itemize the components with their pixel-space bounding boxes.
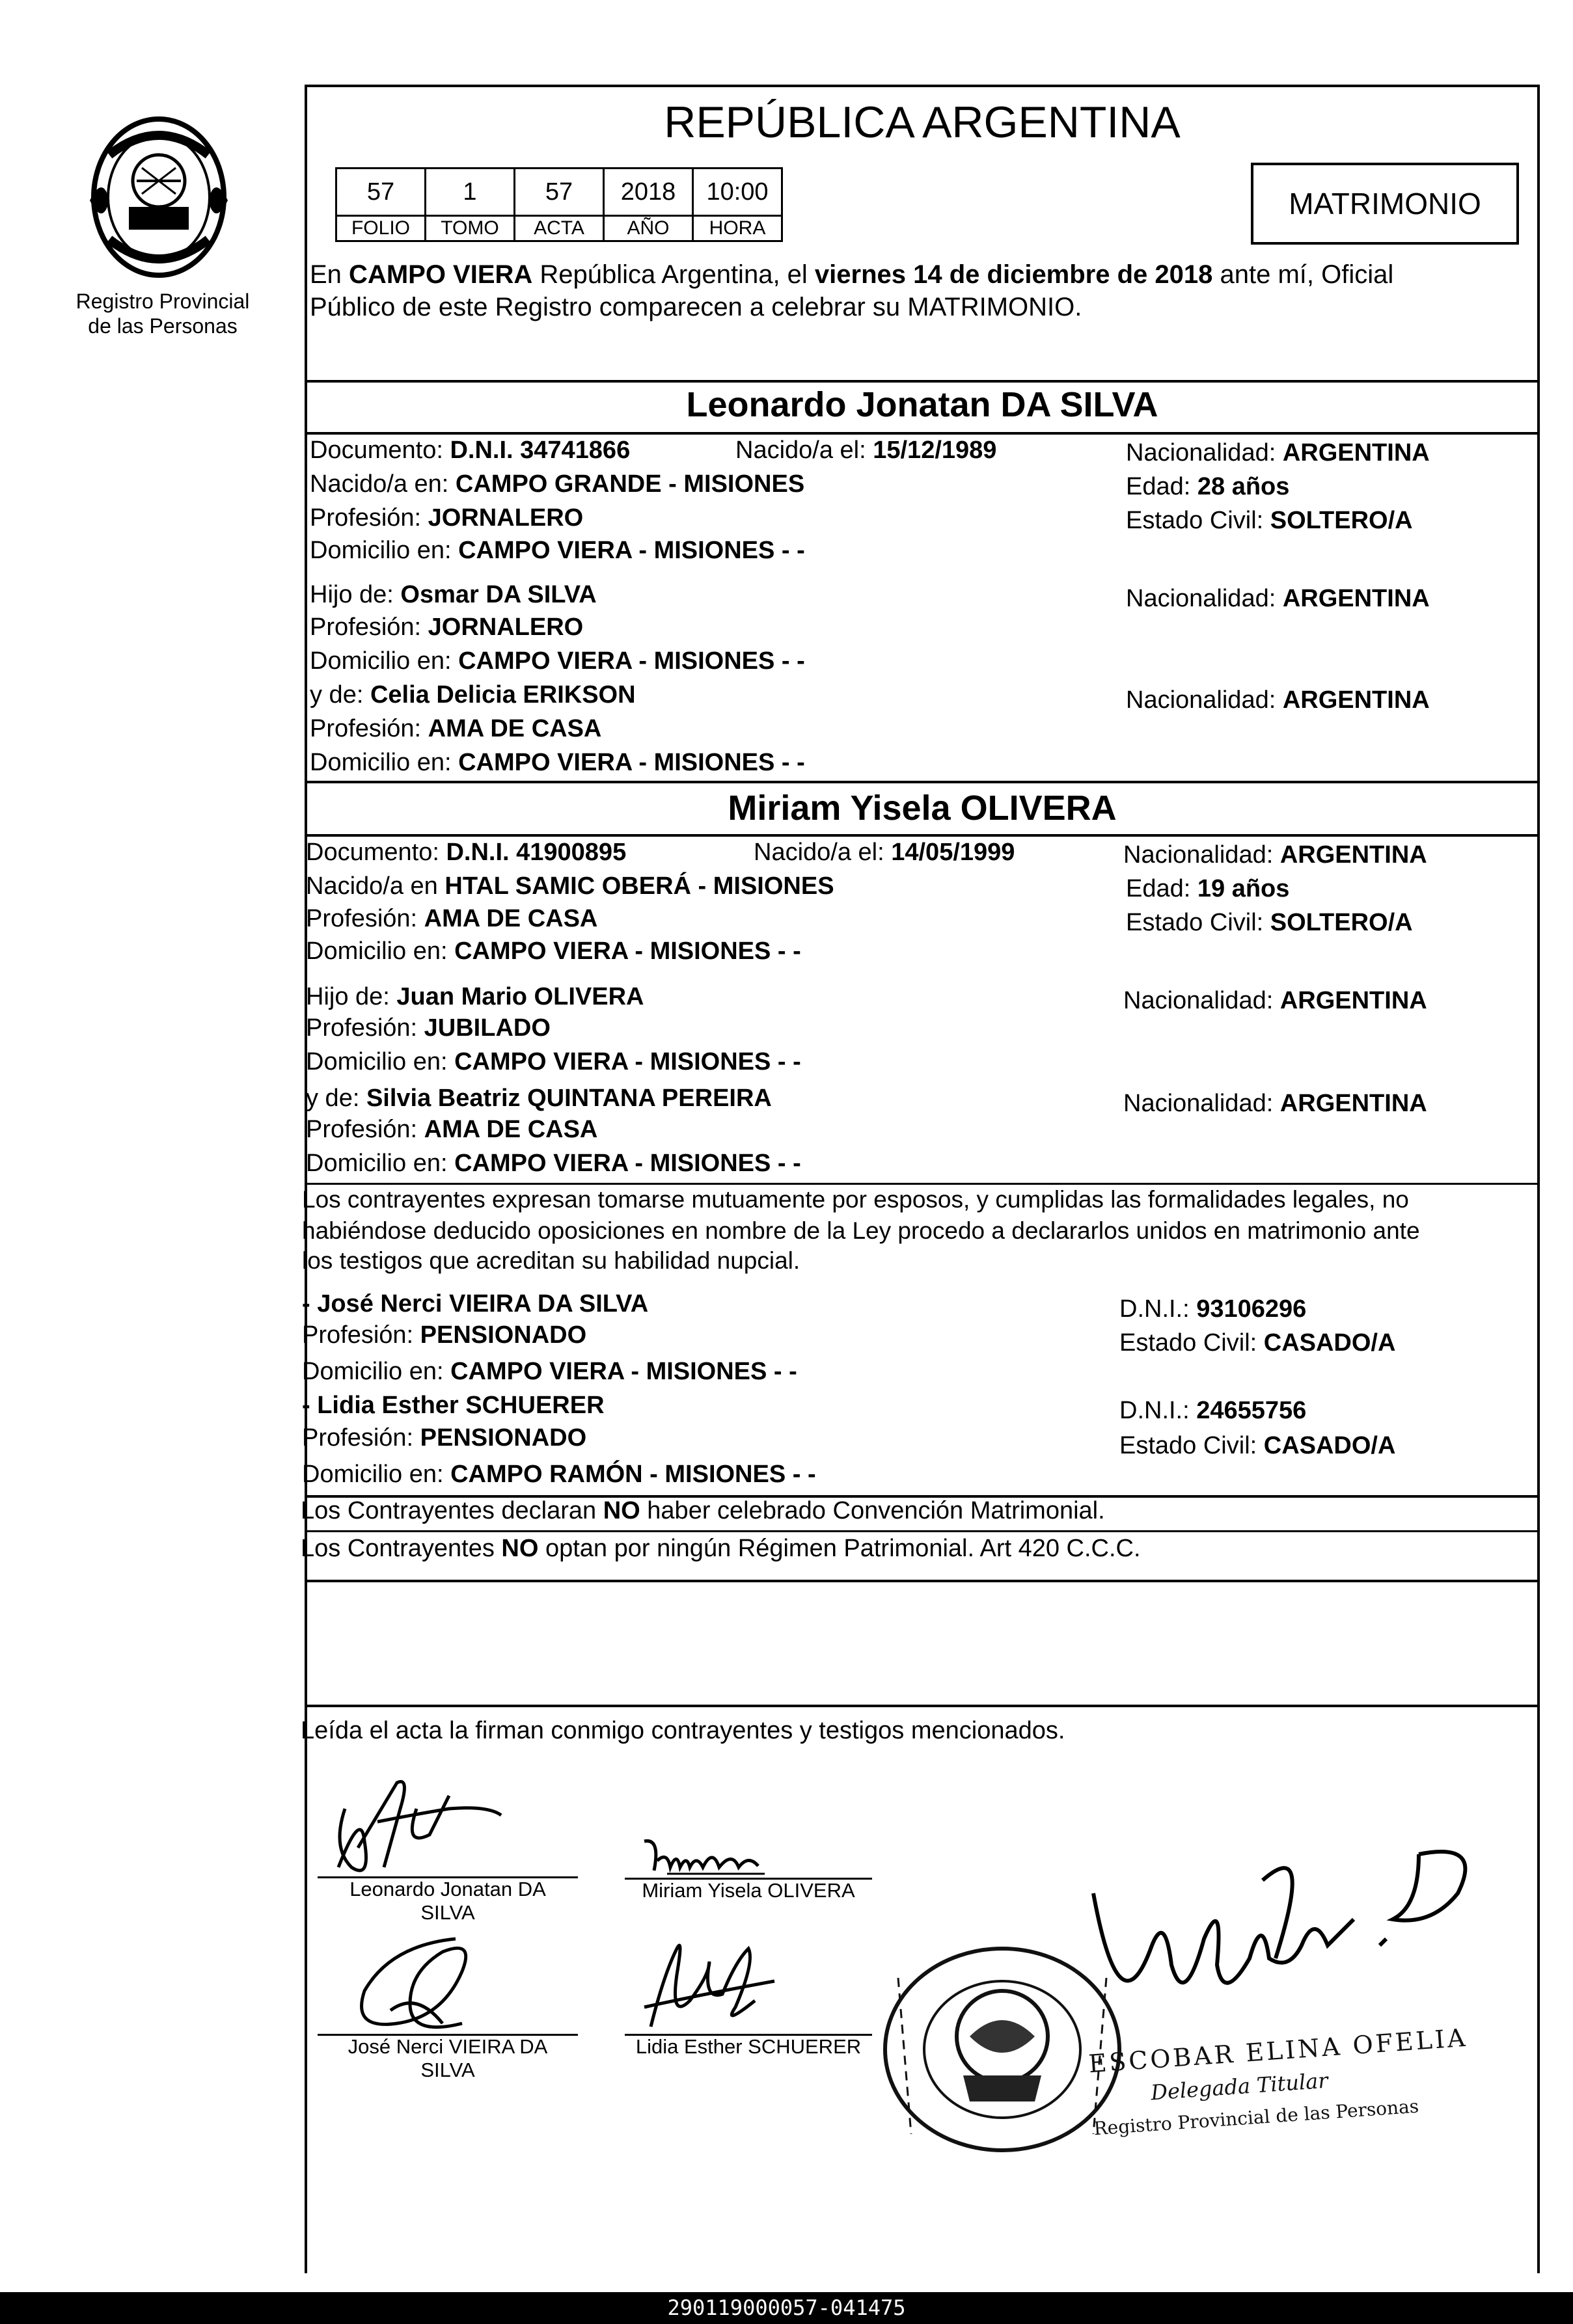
bride-mother-profession: Profesión: AMA DE CASA bbox=[306, 1116, 598, 1143]
folio-label: FOLIO bbox=[336, 216, 426, 241]
tomo-label: TOMO bbox=[426, 216, 515, 241]
bride-father: Hijo de: Juan Mario OLIVERA bbox=[306, 983, 644, 1010]
witness-1-profession: Profesión: PENSIONADO bbox=[302, 1321, 587, 1349]
official-role: Delegada Titular bbox=[1150, 2068, 1329, 2105]
hora-label: HORA bbox=[693, 216, 782, 241]
hora-value: 10:00 bbox=[693, 169, 782, 216]
bride-mother: y de: Silvia Beatriz QUINTANA PEREIRA bbox=[306, 1085, 772, 1112]
closing-text: Leída el acta la firman conmigo contrayentes y testigos mencionados. bbox=[301, 1717, 1065, 1744]
bride-father-nationality: Nacionalidad: ARGENTINA bbox=[1123, 987, 1427, 1014]
witness-2-civil-status: Estado Civil: CASADO/A bbox=[1119, 1432, 1396, 1459]
act-reference-table bbox=[335, 167, 783, 242]
witness-2-signature bbox=[625, 1923, 794, 2040]
groom-mother-profession: Profesión: AMA DE CASA bbox=[310, 715, 602, 742]
witness-1-name: - José Nerci VIEIRA DA SILVA bbox=[302, 1290, 649, 1317]
groom-mother-domicile: Domicilio en: CAMPO VIERA - MISIONES - - bbox=[310, 749, 805, 776]
anio-value: 2018 bbox=[604, 169, 693, 216]
acta-value: 57 bbox=[515, 169, 604, 216]
witness-2-dni: D.N.I.: 24655756 bbox=[1119, 1397, 1307, 1424]
bride-name: Miriam Yisela OLIVERA bbox=[728, 789, 1117, 828]
groom-domicile: Domicilio en: CAMPO VIERA - MISIONES - - bbox=[310, 537, 805, 564]
bride-civil-status: Estado Civil: SOLTERO/A bbox=[1126, 909, 1413, 936]
groom-name: Leonardo Jonatan DA SILVA bbox=[686, 385, 1158, 424]
bride-domicile: Domicilio en: CAMPO VIERA - MISIONES - - bbox=[306, 938, 801, 965]
declaration-line-2: habiéndose deducido oposiciones en nombre de la Ley procedo a declararlos unidos en matrimonio ante bbox=[302, 1217, 1420, 1244]
groom-civil-status: Estado Civil: SOLTERO/A bbox=[1126, 507, 1413, 534]
witness-2-domicile: Domicilio en: CAMPO RAMÓN - MISIONES - - bbox=[302, 1461, 816, 1488]
bride-signature bbox=[641, 1835, 771, 1880]
witness-1-signature-caption: José Nerci VIEIRA DA SILVA bbox=[348, 2035, 548, 2081]
bride-father-profession: Profesión: JUBILADO bbox=[306, 1014, 551, 1042]
bride-nationality: Nacionalidad: ARGENTINA bbox=[1123, 841, 1427, 869]
bride-age: Edad: 19 años bbox=[1126, 875, 1290, 902]
groom-father-profession: Profesión: JORNALERO bbox=[310, 614, 584, 641]
groom-mother: y de: Celia Delicia ERIKSON bbox=[310, 681, 636, 709]
groom-nationality: Nacionalidad: ARGENTINA bbox=[1126, 439, 1430, 466]
groom-birthdate: Nacido/a el: 15/12/1989 bbox=[735, 437, 997, 464]
tomo-value: 1 bbox=[426, 169, 515, 216]
groom-mother-nationality: Nacionalidad: ARGENTINA bbox=[1126, 686, 1430, 714]
bride-mother-domicile: Domicilio en: CAMPO VIERA - MISIONES - - bbox=[306, 1150, 801, 1177]
bride-profession: Profesión: AMA DE CASA bbox=[306, 905, 598, 932]
groom-birthplace: Nacido/a en: CAMPO GRANDE - MISIONES bbox=[310, 470, 805, 498]
folio-value: 57 bbox=[336, 169, 426, 216]
acta-label: ACTA bbox=[515, 216, 604, 241]
bride-birthplace: Nacido/a en HTAL SAMIC OBERÁ - MISIONES bbox=[306, 872, 834, 900]
provincia-misiones-seal-icon bbox=[83, 109, 234, 285]
groom-father-domicile: Domicilio en: CAMPO VIERA - MISIONES - - bbox=[310, 647, 805, 675]
groom-profession: Profesión: JORNALERO bbox=[310, 504, 584, 532]
bride-document: Documento: D.N.I. 41900895 bbox=[306, 839, 627, 866]
document-title: REPÚBLICA ARGENTINA bbox=[664, 98, 1181, 147]
groom-signature-caption: Leonardo Jonatan DA SILVA bbox=[349, 1878, 546, 1924]
witness-2-profession: Profesión: PENSIONADO bbox=[302, 1424, 587, 1452]
bride-birthdate: Nacido/a el: 14/05/1999 bbox=[754, 839, 1015, 866]
official-name: ESCOBAR ELINA OFELIA bbox=[1087, 2023, 1469, 2079]
declaration-line-1: Los contrayentes expresan tomarse mutuamente por esposos, y cumplidas las formalidades legales, no bbox=[302, 1186, 1409, 1213]
bride-mother-nationality: Nacionalidad: ARGENTINA bbox=[1123, 1090, 1427, 1117]
registry-label: Registro Provincial de las Personas bbox=[75, 290, 250, 338]
witness-2-name: - Lidia Esther SCHUERER bbox=[302, 1392, 605, 1419]
anio-label: AÑO bbox=[604, 216, 693, 241]
groom-document: Documento: D.N.I. 34741866 bbox=[310, 437, 631, 464]
convention-line-2: Los Contrayentes NO optan por ningún Régimen Patrimonial. Art 420 C.C.C. bbox=[301, 1535, 1141, 1562]
convention-line-1: Los Contrayentes declaran NO haber celebrado Convención Matrimonial. bbox=[301, 1497, 1105, 1524]
intro-line-1: En CAMPO VIERA República Argentina, el viernes 14 de diciembre de 2018 ante mí, Oficial bbox=[310, 260, 1394, 289]
official-office: Registro Provincial de las Personas bbox=[1093, 2095, 1420, 2140]
document-code: 290119000057-041475 bbox=[0, 2292, 1573, 2324]
groom-age: Edad: 28 años bbox=[1126, 473, 1290, 500]
witness-1-civil-status: Estado Civil: CASADO/A bbox=[1119, 1329, 1396, 1357]
bride-signature-caption: Miriam Yisela OLIVERA bbox=[642, 1879, 855, 1902]
witness-1-signature bbox=[338, 1926, 534, 2043]
witness-1-domicile: Domicilio en: CAMPO VIERA - MISIONES - - bbox=[302, 1358, 797, 1385]
act-type-box: MATRIMONIO bbox=[1251, 163, 1519, 245]
intro-line-2: Público de este Registro comparecen a celebrar su MATRIMONIO. bbox=[310, 293, 1082, 321]
witness-1-dni: D.N.I.: 93106296 bbox=[1119, 1295, 1307, 1323]
declaration-line-3: los testigos que acreditan su habilidad nupcial. bbox=[302, 1247, 800, 1274]
witness-2-signature-caption: Lidia Esther SCHUERER bbox=[635, 2035, 862, 2058]
bride-father-domicile: Domicilio en: CAMPO VIERA - MISIONES - - bbox=[306, 1048, 801, 1075]
groom-father: Hijo de: Osmar DA SILVA bbox=[310, 581, 597, 608]
groom-father-nationality: Nacionalidad: ARGENTINA bbox=[1126, 585, 1430, 612]
